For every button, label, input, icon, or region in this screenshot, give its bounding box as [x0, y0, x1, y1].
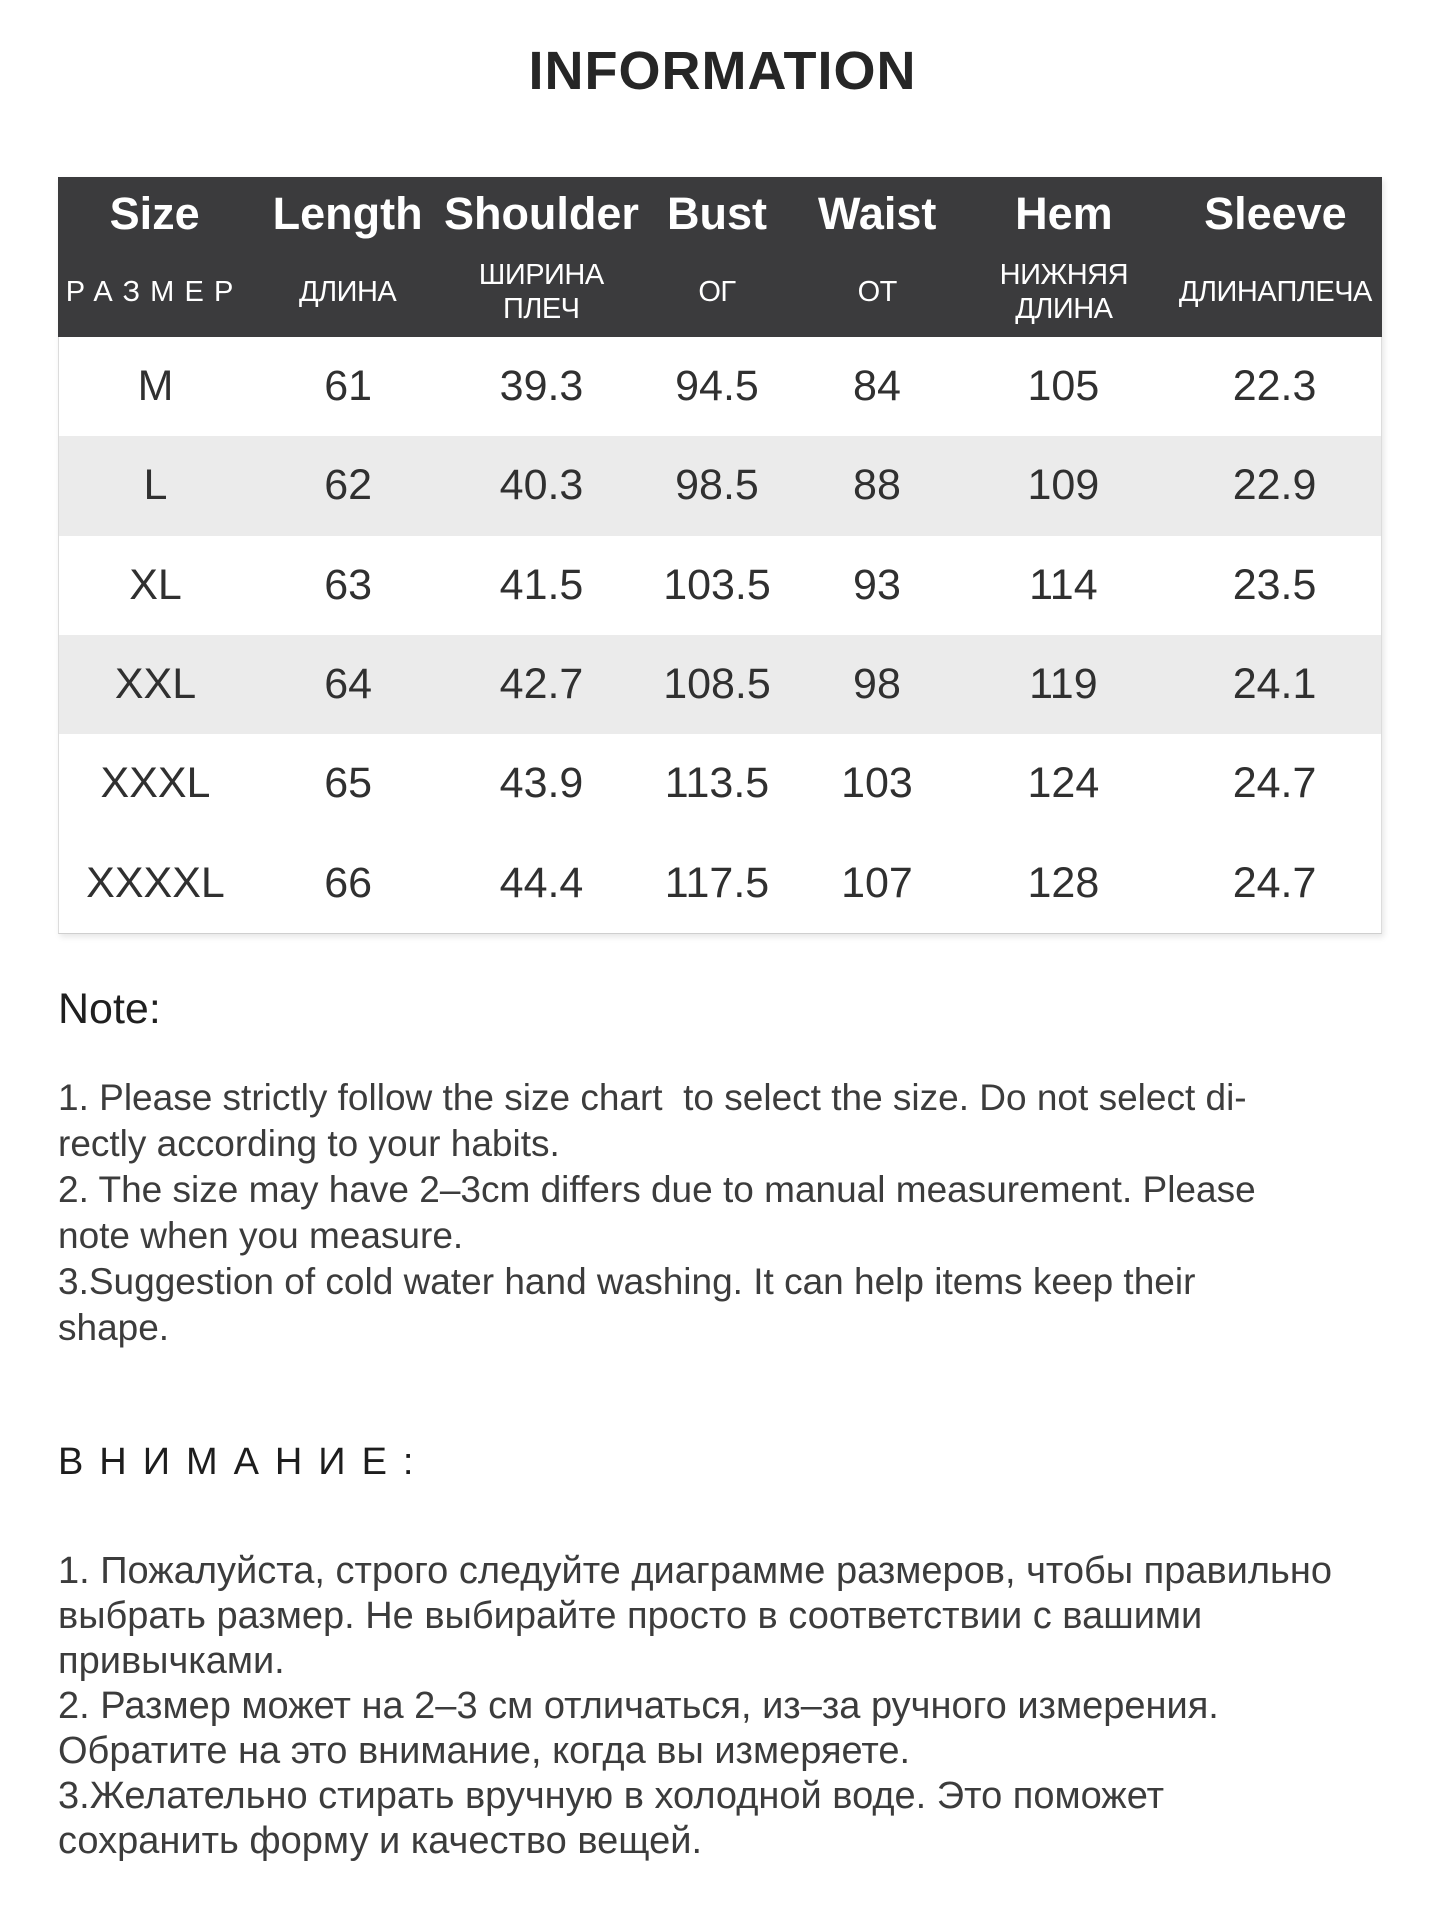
cell-waist: 107 — [841, 858, 913, 907]
cell-shoulder: 39.3 — [499, 362, 584, 411]
table-row — [59, 536, 1381, 635]
cell-waist: 98 — [853, 660, 901, 709]
cell-size: XXL — [114, 660, 197, 709]
cell-hem: 105 — [1027, 362, 1100, 411]
cell-sleeve: 24.1 — [1232, 660, 1317, 709]
attention-line: выбрать размер. Не выбирайте просто в соответствии с вашими — [58, 1595, 1203, 1637]
attention-line: сохранить форму и качество вещей. — [58, 1820, 702, 1862]
note-line: 2. The size may have 2–3cm differs due to manual measurement. Please — [58, 1169, 1256, 1210]
table-body — [58, 337, 1382, 934]
attention-line: 1. Пожалуйста, строго следуйте диаграмме размеров, чтобы правильно — [58, 1550, 1332, 1592]
cell-shoulder: 43.9 — [499, 759, 584, 808]
cell-sleeve: 24.7 — [1232, 858, 1317, 907]
cell-size: M — [137, 362, 174, 411]
page-title: INFORMATION — [528, 41, 917, 101]
note-heading: Note: — [58, 985, 161, 1033]
header-cell-hem: Hem — [1015, 188, 1113, 239]
table-header — [58, 177, 1382, 337]
cell-waist: 84 — [853, 362, 901, 411]
header-cell-waist-ru: ОТ — [857, 276, 897, 308]
cell-hem: 128 — [1027, 858, 1100, 907]
header-row-russian — [58, 258, 1382, 326]
cell-hem: 109 — [1027, 461, 1100, 510]
note-section-russian — [58, 1437, 1398, 1864]
header-cell-shoulder-ru: ШИРИНА ПЛЕЧ — [478, 259, 604, 325]
cell-length: 65 — [324, 759, 373, 808]
cell-shoulder: 44.4 — [499, 858, 584, 907]
table-row — [59, 833, 1381, 932]
cell-size: XXXXL — [86, 858, 225, 907]
cell-sleeve: 22.3 — [1232, 362, 1317, 411]
header-cell-hem-ru: НИЖНЯЯ ДЛИНА — [999, 259, 1129, 325]
cell-bust: 113.5 — [664, 759, 770, 808]
header-cell-bust: Bust — [667, 188, 767, 239]
cell-hem: 114 — [1029, 560, 1098, 609]
attention-line: Обратите на это внимание, когда вы измеряете. — [58, 1730, 911, 1772]
header-cell-sleeve: Sleeve — [1204, 188, 1347, 239]
header-row-english — [58, 188, 1382, 240]
attention-lines — [58, 1549, 1398, 1864]
header-cell-waist: Waist — [818, 188, 937, 239]
cell-bust: 117.5 — [664, 858, 770, 907]
cell-shoulder: 41.5 — [499, 560, 584, 609]
attention-line: 2. Размер может на 2–3 см отличаться, из–за ручного измерения. — [58, 1685, 1219, 1727]
cell-length: 62 — [324, 461, 373, 510]
cell-shoulder: 42.7 — [499, 660, 584, 709]
cell-sleeve: 22.9 — [1232, 461, 1317, 510]
table-row — [59, 734, 1381, 833]
table-row — [59, 436, 1381, 535]
header-cell-bust-ru: ОГ — [698, 276, 736, 308]
cell-sleeve: 23.5 — [1232, 560, 1317, 609]
cell-shoulder: 40.3 — [499, 461, 584, 510]
note-line: shape. — [58, 1307, 170, 1348]
header-cell-size-ru: РАЗМЕР — [65, 276, 244, 308]
cell-length: 64 — [324, 660, 373, 709]
cell-hem: 124 — [1027, 759, 1100, 808]
cell-bust: 108.5 — [663, 660, 771, 709]
note-lines — [58, 1075, 1398, 1351]
cell-bust: 94.5 — [675, 362, 759, 411]
cell-size: XL — [129, 560, 182, 609]
note-line: 1. Please strictly follow the size chart to select the size. Do not select di- — [58, 1077, 1247, 1118]
cell-length: 63 — [324, 560, 373, 609]
header-cell-sleeve-ru: ДЛИНА ПЛЕЧА — [1178, 276, 1372, 308]
cell-waist: 103 — [841, 759, 913, 808]
attention-line: привычками. — [58, 1640, 285, 1682]
header-cell-shoulder: Shoulder — [443, 188, 639, 239]
attention-heading: ВНИМАНИЕ: — [58, 1441, 430, 1483]
attention-line: 3.Желательно стирать вручную в холодной воде. Это поможет — [58, 1775, 1165, 1817]
table-row — [59, 337, 1381, 436]
cell-length: 61 — [324, 362, 373, 411]
cell-waist: 88 — [853, 461, 901, 510]
size-table — [58, 177, 1382, 934]
header-cell-length-ru: ДЛИНА — [298, 276, 397, 308]
cell-bust: 103.5 — [663, 560, 771, 609]
cell-sleeve: 24.7 — [1232, 759, 1317, 808]
header-cell-length: Length — [272, 188, 423, 239]
cell-hem: 119 — [1029, 660, 1098, 709]
note-section-english — [58, 983, 1398, 1351]
table-row — [59, 635, 1381, 734]
cell-size: XXXL — [100, 759, 211, 808]
note-line: 3.Suggestion of cold water hand washing. It can help items keep their — [58, 1261, 1196, 1302]
note-line: rectly according to your habits. — [58, 1123, 560, 1164]
cell-size: L — [143, 461, 168, 510]
cell-waist: 93 — [853, 560, 901, 609]
header-cell-size: Size — [109, 188, 200, 239]
cell-length: 66 — [324, 858, 373, 907]
note-line: note when you measure. — [58, 1215, 464, 1256]
cell-bust: 98.5 — [675, 461, 759, 510]
